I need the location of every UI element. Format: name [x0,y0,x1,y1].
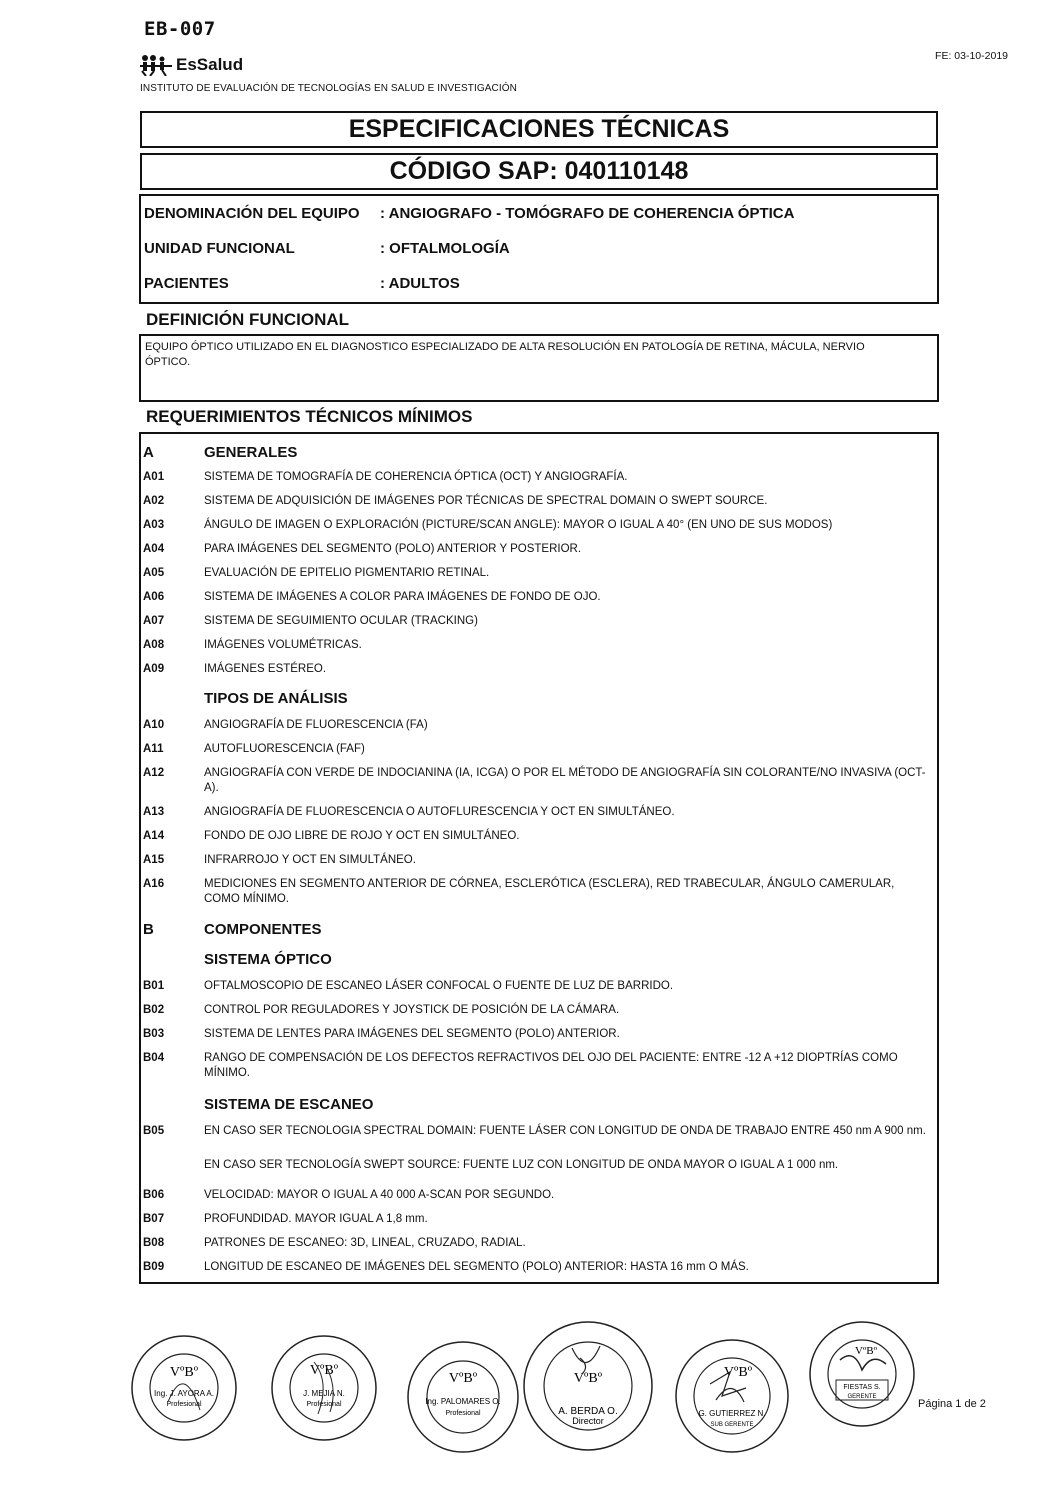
svg-text:Profesional: Profesional [306,1401,342,1408]
equipment-info [139,194,939,304]
svg-text:VºBº: VºBº [573,1371,603,1386]
svg-text:FIESTAS S.: FIESTAS S. [843,1384,881,1391]
pacientes-value: : ADULTOS [380,275,460,292]
approval-stamp-1 [128,1332,240,1444]
approval-stamp-2 [268,1332,380,1444]
svg-text:VºBº: VºBº [854,1345,878,1357]
svg-text:VºBº: VºBº [169,1365,199,1380]
logo-text: EsSalud [176,55,244,74]
page-title: ESPECIFICACIONES TÉCNICAS [140,111,938,148]
svg-text:Director: Director [572,1416,604,1426]
unidad-value: : OFTALMOLOGÍA [380,240,510,257]
svg-text:SUB GERENTE: SUB GERENTE [710,1422,754,1428]
institute-name: INSTITUTO DE EVALUACIÓN DE TECNOLOGÍAS EN SALUD E INVESTIGACIÓN [140,83,517,94]
svg-text:GERENTE: GERENTE [847,1394,877,1400]
approval-stamp-3 [404,1338,522,1456]
svg-text:Profesional: Profesional [166,1401,202,1408]
approval-stamps [120,1318,910,1488]
pacientes-label: PACIENTES [144,275,229,292]
requerimientos-heading: REQUERIMIENTOS TÉCNICOS MÍNIMOS [146,407,473,426]
denominacion-value: : ANGIOGRAFO - TOMÓGRAFO DE COHERENCIA ÓPTICA [380,205,795,222]
document-code: EB-007 [144,18,216,40]
document-date: FE: 03-10-2019 [935,50,1008,62]
requerimientos-table: A GENERALES A01 SISTEMA DE TOMOGRAFÍA DE COHERENCIA ÓPTICA (OCT) Y ANGIOGRAFÍA. A02 SISTEMA DE ADQUISICIÓN DE IMÁGENES POR TÉCNICAS DE SPECTRAL DOMAIN O SWEPT SOURCE. A03 ÁNGULO DE IMAGEN O EXPLORACIÓN (PICTURE/SCAN ANGLE): MAYOR O IGUAL A 40° (EN UNO DE SUS MODOS) A04 PARA IMÁGENES DEL SEGMENTO (POLO) ANTERIOR Y POSTERIOR. A05 EVALUACIÓN DE EPITELIO PIGMENTARIO RETINAL. A06 SISTEMA DE IMÁGENES A COLOR PARA IMÁGENES DE FONDO DE OJO. A07 SISTEMA DE SEGUIMIENTO OCULAR (TRACKING) A08 IMÁGENES VOLUMÉTRICAS. A09 IMÁGENES ESTÉREO. TIPOS DE ANÁLISIS A10 ANGIOGRAFÍA DE FLUORESCENCIA (FA) A11 AUTOFLUORESCENCIA (FAF) A12 ANGIOGRAFÍA CON VERDE DE INDOCIANINA (IA, ICGA) O POR EL MÉTODO DE ANGIOGRAFÍA SIN COLORANTE/NO INVASIVA (OCT-A). A13 ANGIOGRAFÍA DE FLUORESCENCIA O AUTOFLURESCENCIA Y OCT EN SIMULTÁNEO. A14 FONDO DE OJO LIBRE DE ROJO Y OCT EN SIMULTÁNEO. A15 INFRARROJO Y OCT EN SIMULTÁNEO. A16 MEDICIONES EN SEGMENTO ANTERIOR DE CÓRNEA, ESCLERÓTICA (ESCLERA), RED TRABECULAR, ÁNGULO CAMERULAR, COMO MÍNIMO. B COMPONENTES SISTEMA ÓPTICO B01 OFTALMOSCOPIO DE ESCANEO LÁSER CONFOCAL O FUENTE DE LUZ DE BARRIDO. B02 CONTROL POR REGULADORES Y JOYSTICK DE POSICIÓN DE LA CÁMARA. B03 SISTEMA DE LENTES PARA IMÁGENES DEL SEGMENTO (POLO) ANTERIOR. B04 RANGO DE COMPENSACIÓN DE LOS DEFECTOS REFRACTIVOS DEL OJO DEL PACIENTE: ENTRE -12 A +12 DIOPTRÍAS COMO MÍNIMO. SISTEMA DE ESCANEO B05 EN CASO SER TECNOLOGIA SPECTRAL DOMAIN: FUENTE LÁSER CON LONGITUD DE ONDA DE TRABAJO ENTRE 450 nm A 900 nm. EN CASO SER TECNOLOGÍA SWEPT SOURCE: FUENTE LUZ CON LONGITUD DE ONDA MAYOR O IGUAL A 1 000 nm. B06 VELOCIDAD: MAYOR O IGUAL A 40 000 A-SCAN POR SEGUNDO. B07 PROFUNDIDAD. MAYOR IGUAL A 1,8 mm. B08 PATRONES DE ESCANEO: 3D, LINEAL, CRUZADO, RADIAL. B09 LONGITUD DE ESCANEO DE IMÁGENES DEL SEGMENTO (POLO) ANTERIOR: HASTA 16 mm O MÁS. [139,432,939,1284]
approval-stamp-4 [520,1318,656,1454]
people-icon [140,54,172,76]
page-number: Página 1 de 2 [918,1398,986,1410]
sap-code: CÓDIGO SAP: 040110148 [140,153,938,190]
svg-text:Ing. PALOMARES O.: Ing. PALOMARES O. [425,1397,501,1406]
svg-text:J. MEJIA N.: J. MEJIA N. [303,1389,345,1398]
denominacion-label: DENOMINACIÓN DEL EQUIPO [144,205,360,222]
approval-stamp-5 [672,1336,792,1456]
definicion-text: EQUIPO ÓPTICO UTILIZADO EN EL DIAGNOSTICO ESPECIALIZADO DE ALTA RESOLUCIÓN EN PATOLOGÍA DE RETINA, MÁCULA, NERVIO ÓPTICO. [145,341,865,368]
svg-text:A. BERDA O.: A. BERDA O. [558,1406,618,1417]
svg-text:VºBº: VºBº [309,1363,339,1378]
svg-text:Ing. J. AYORA A.: Ing. J. AYORA A. [154,1389,214,1398]
svg-text:Profesional: Profesional [445,1410,481,1417]
unidad-row [144,240,510,257]
svg-text:VºBº: VºBº [448,1371,478,1386]
svg-text:G. GUTIERREZ N.: G. GUTIERREZ N. [698,1409,766,1418]
unidad-label: UNIDAD FUNCIONAL [144,240,295,257]
denominacion-row [144,205,795,222]
pacientes-row [144,275,460,292]
definicion-heading: DEFINICIÓN FUNCIONAL [146,310,350,329]
approval-stamp-6 [806,1318,918,1430]
svg-text:VºBº: VºBº [723,1365,753,1380]
definicion-box [139,334,939,402]
essalud-logo [140,54,243,76]
